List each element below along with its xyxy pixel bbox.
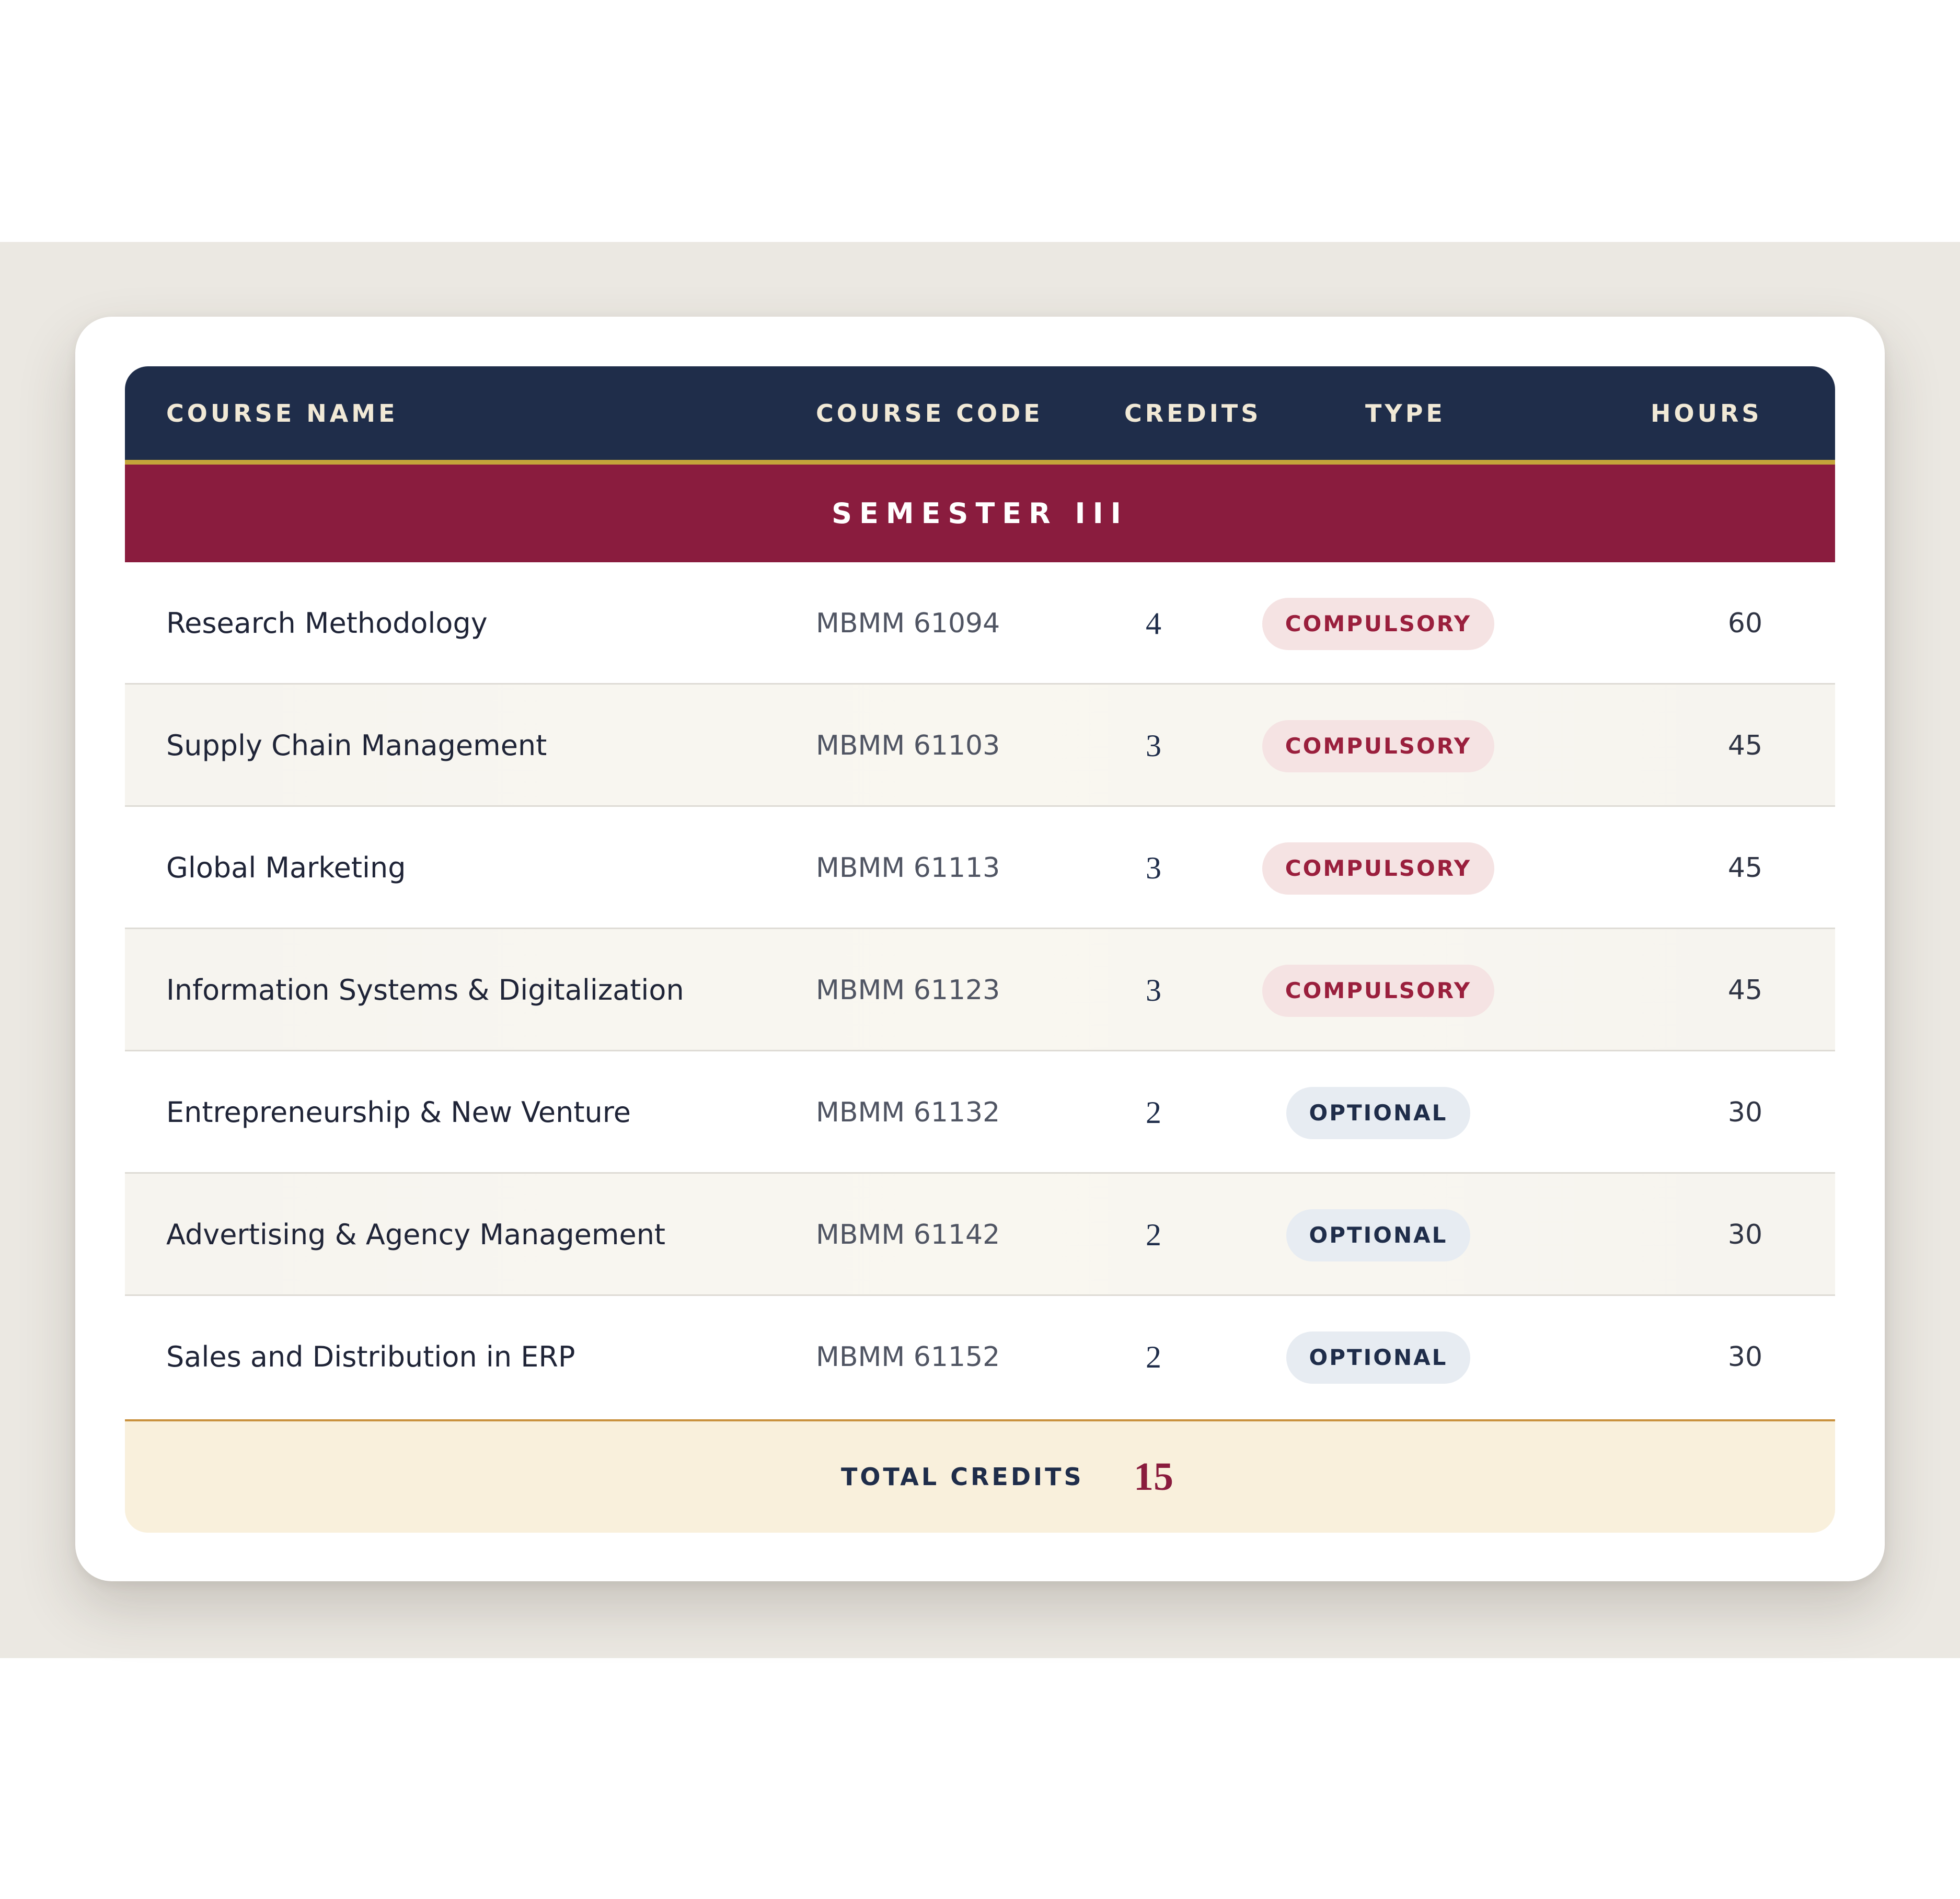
table-row	[125, 1296, 1835, 1421]
course-type-cell	[1248, 1174, 1509, 1296]
type-badge-compulsory: COMPULSORY	[1262, 965, 1494, 1017]
course-name: Research Methodology	[166, 607, 488, 640]
course-type-cell	[1248, 929, 1509, 1051]
course-name: Information Systems & Digitalization	[166, 974, 684, 1006]
table-row	[125, 807, 1835, 929]
header-type: TYPE	[1365, 399, 1446, 427]
type-badge-compulsory: COMPULSORY	[1262, 842, 1494, 895]
table-header	[125, 366, 1835, 465]
semester-heading: SEMESTER III	[125, 465, 1835, 562]
course-type-cell	[1248, 1296, 1509, 1418]
course-credits: 3	[1146, 851, 1161, 885]
course-table	[125, 366, 1835, 1533]
course-hours: 30	[1727, 1341, 1763, 1373]
course-type-cell	[1248, 562, 1509, 685]
course-hours: 60	[1727, 608, 1763, 639]
course-name: Advertising & Agency Management	[166, 1218, 666, 1251]
table-footer	[125, 1421, 1835, 1533]
course-type-cell	[1248, 685, 1509, 807]
total-credits-value: 15	[1134, 1455, 1173, 1499]
course-credits: 3	[1146, 973, 1161, 1008]
course-name: Global Marketing	[166, 851, 406, 884]
table-row	[125, 1174, 1835, 1296]
course-hours: 30	[1727, 1097, 1763, 1128]
type-badge-optional: OPTIONAL	[1286, 1331, 1471, 1384]
header-credits: CREDITS	[1124, 399, 1262, 427]
course-code: MBMM 61152	[816, 1341, 1000, 1373]
type-badge-optional: OPTIONAL	[1286, 1087, 1471, 1139]
course-code: MBMM 61142	[816, 1219, 1000, 1250]
table-row	[125, 685, 1835, 807]
type-badge-optional: OPTIONAL	[1286, 1209, 1471, 1261]
course-hours: 45	[1727, 852, 1763, 884]
course-credits: 3	[1146, 728, 1161, 763]
course-hours: 45	[1727, 975, 1763, 1006]
course-name: Supply Chain Management	[166, 729, 547, 762]
course-code: MBMM 61113	[816, 852, 1000, 884]
header-course-code: COURSE CODE	[816, 399, 1043, 427]
header-hours: HOURS	[1651, 399, 1762, 427]
course-code: MBMM 61123	[816, 975, 1000, 1006]
table-row	[125, 929, 1835, 1051]
course-code: MBMM 61103	[816, 730, 1000, 761]
course-code: MBMM 61132	[816, 1097, 1000, 1128]
table-row	[125, 562, 1835, 685]
table-row	[125, 1051, 1835, 1174]
type-badge-compulsory: COMPULSORY	[1262, 598, 1494, 650]
course-name: Sales and Distribution in ERP	[166, 1340, 575, 1373]
course-type-cell	[1248, 1051, 1509, 1174]
total-credits-label: TOTAL CREDITS	[841, 1463, 1084, 1491]
course-code: MBMM 61094	[816, 608, 1000, 639]
course-hours: 30	[1727, 1219, 1763, 1250]
course-hours: 45	[1727, 730, 1763, 761]
course-type-cell	[1248, 807, 1509, 929]
course-name: Entrepreneurship & New Venture	[166, 1096, 631, 1129]
course-credits: 2	[1146, 1095, 1161, 1130]
course-credits: 4	[1146, 606, 1161, 641]
type-badge-compulsory: COMPULSORY	[1262, 720, 1494, 772]
course-credits: 2	[1146, 1340, 1161, 1374]
header-course-name: COURSE NAME	[166, 399, 398, 427]
course-credits: 2	[1146, 1218, 1161, 1252]
